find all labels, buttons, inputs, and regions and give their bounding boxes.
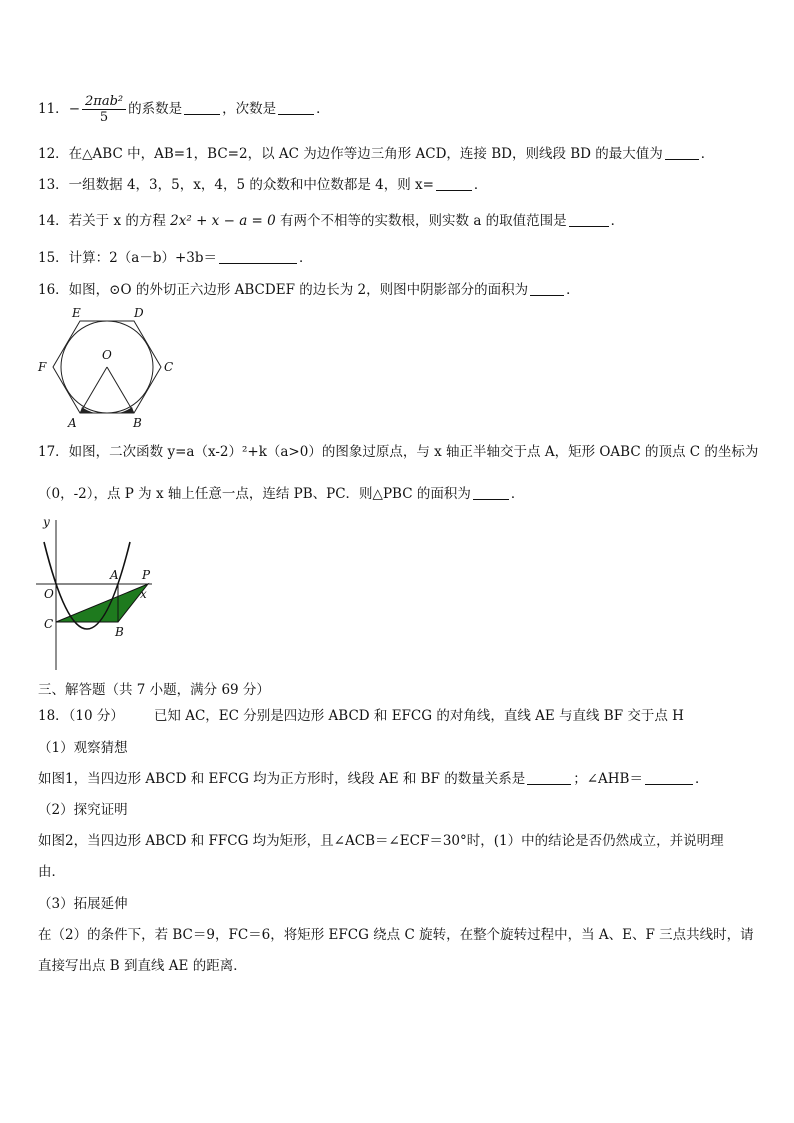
q18-stem: 已知 AC，EC 分别是四边形 ABCD 和 EFCG 的对角线，直线 AE 与直线 BF 交于点 H — [153, 708, 684, 724]
q18-part-1-blank-1[interactable] — [527, 770, 571, 785]
q13-text: 13．一组数据 4，3，5，x，4，5 的众数和中位数都是 4，则 x= — [38, 177, 434, 193]
label-F: F — [38, 360, 47, 374]
q17-end: ． — [510, 486, 525, 502]
q16-end: ． — [566, 282, 580, 298]
question-17-line-2 — [38, 484, 524, 504]
q11-fraction-denominator: 5 — [99, 110, 109, 125]
q18-part-3-text-line-2: 直接写出点 B 到直线 AE 的距离． — [38, 958, 247, 974]
q11-blank-2[interactable] — [278, 100, 314, 115]
label-P: P — [142, 568, 151, 582]
q17-blank[interactable] — [473, 485, 509, 500]
q13-end: ． — [473, 177, 488, 193]
question-13 — [38, 175, 487, 195]
radius-OB — [107, 367, 134, 413]
q18-part-3-line-2 — [38, 956, 247, 976]
section-3-title: 三、解答题（共 7 小题，满分 69 分） — [38, 682, 270, 698]
q18-part-2-text-line-1: 如图2，当四边形 ABCD 和 FFCG 均为矩形，且∠ACB＝∠ECF＝30°时，(1）中的结论是否仍然成立，并说明理 — [38, 833, 724, 849]
q14-text-1: 14．若关于 x 的方程 — [38, 213, 166, 229]
label-O: O — [44, 587, 54, 601]
q11-end: ． — [316, 101, 330, 117]
question-14 — [38, 211, 624, 231]
q18-part-1-body — [38, 769, 708, 789]
q16-blank[interactable] — [530, 281, 564, 296]
q11-minus: − — [68, 101, 80, 117]
label-E: E — [72, 306, 81, 320]
q18-part-1-blank-2[interactable] — [645, 770, 693, 785]
q11-text-2: ，次数是 — [222, 101, 277, 117]
q18-part-1-text-a: 如图1，当四边形 ABCD 和 EFCG 均为正方形时，线段 AE 和 BF 的数量关系是 — [38, 771, 526, 787]
radius-OA — [80, 367, 107, 413]
q11-fraction — [82, 94, 126, 125]
q16-text: 16．如图，⊙O 的外切正六边形 ABCDEF 的边长为 2，则图中阴影部分的面积为 — [38, 282, 529, 298]
label-x: x — [140, 587, 147, 601]
shaded-region-right — [119, 407, 134, 413]
q17-text-line-2: （0，-2），点 P 为 x 轴上任意一点，连结 PB、PC．则△PBC 的面积为 — [38, 486, 471, 502]
question-17-line-1 — [38, 442, 758, 462]
q11-text-1: 的系数是 — [128, 101, 183, 117]
q18-part-2-line-2 — [38, 862, 65, 882]
label-A: A — [110, 568, 119, 582]
label-B: B — [115, 625, 124, 639]
q18-part-1-title-text: （1）观察猜想 — [38, 740, 128, 756]
label-D: D — [134, 306, 144, 320]
q18-part-2-line-1 — [38, 831, 724, 851]
q13-blank[interactable] — [436, 176, 472, 191]
q18-part-3-title-text: （3）拓展延伸 — [38, 896, 128, 912]
q12-text: 12．在△ABC 中，AB=1，BC=2，以 AC 为边作等边三角形 ACD，连接 BD，则线段 BD 的最大值为 — [38, 146, 663, 162]
q18-part-2-text-line-2: 由． — [38, 864, 65, 880]
label-A: A — [68, 416, 77, 430]
question-11 — [38, 94, 330, 125]
q18-part-3-title — [38, 894, 128, 914]
shaded-region-left — [80, 407, 95, 413]
q11-number: 11． — [38, 101, 69, 117]
label-O: O — [102, 348, 112, 362]
q15-end: ． — [299, 250, 313, 266]
q14-blank[interactable] — [569, 212, 609, 227]
question-12 — [38, 144, 714, 164]
question-15 — [38, 248, 313, 268]
q12-blank[interactable] — [665, 145, 699, 160]
q18-part-1-text-b: ；∠AHB＝ — [573, 771, 643, 787]
figure-17-parabola — [30, 512, 160, 672]
q18-part-2-title-text: （2）探究证明 — [38, 802, 128, 818]
q18-part-3-text-line-1: 在（2）的条件下，若 BC＝9，FC＝6，将矩形 EFCG 绕点 C 旋转，在整个旋转过程中，当 A、E、F 三点共线时，请 — [38, 927, 754, 943]
section-3-heading — [38, 680, 270, 700]
label-y: y — [43, 515, 50, 529]
q18-part-2-title — [38, 800, 128, 820]
q15-text: 15．计算：2（a－b）+3b＝ — [38, 250, 217, 266]
q17-text-line-1: 17．如图，二次函数 y=a（x-2）²+k（a>0）的图象过原点，与 x 轴正半轴交于点 A，矩形 OABC 的顶点 C 的坐标为 — [38, 444, 759, 460]
q12-end: ． — [700, 146, 715, 162]
question-18-stem — [38, 706, 684, 726]
q18-head: 18．（10 分） — [38, 708, 124, 724]
q15-blank[interactable] — [219, 249, 297, 264]
question-16 — [38, 280, 580, 300]
q14-equation: 2x² + x − a = 0 — [170, 213, 276, 229]
q18-part-1-title — [38, 738, 128, 758]
q14-end: ． — [610, 213, 625, 229]
figure-16-hexagon-circle — [30, 303, 180, 433]
q14-text-2: 有两个不相等的实数根，则实数 a 的取值范围是 — [280, 213, 567, 229]
label-C: C — [164, 360, 174, 374]
q11-blank-1[interactable] — [184, 100, 220, 115]
q18-part-1-end: ． — [694, 771, 709, 787]
q11-fraction-numerator: 2πab² — [82, 94, 126, 110]
label-B: B — [133, 416, 142, 430]
label-C: C — [44, 617, 54, 631]
q18-part-3-line-1 — [38, 925, 754, 945]
